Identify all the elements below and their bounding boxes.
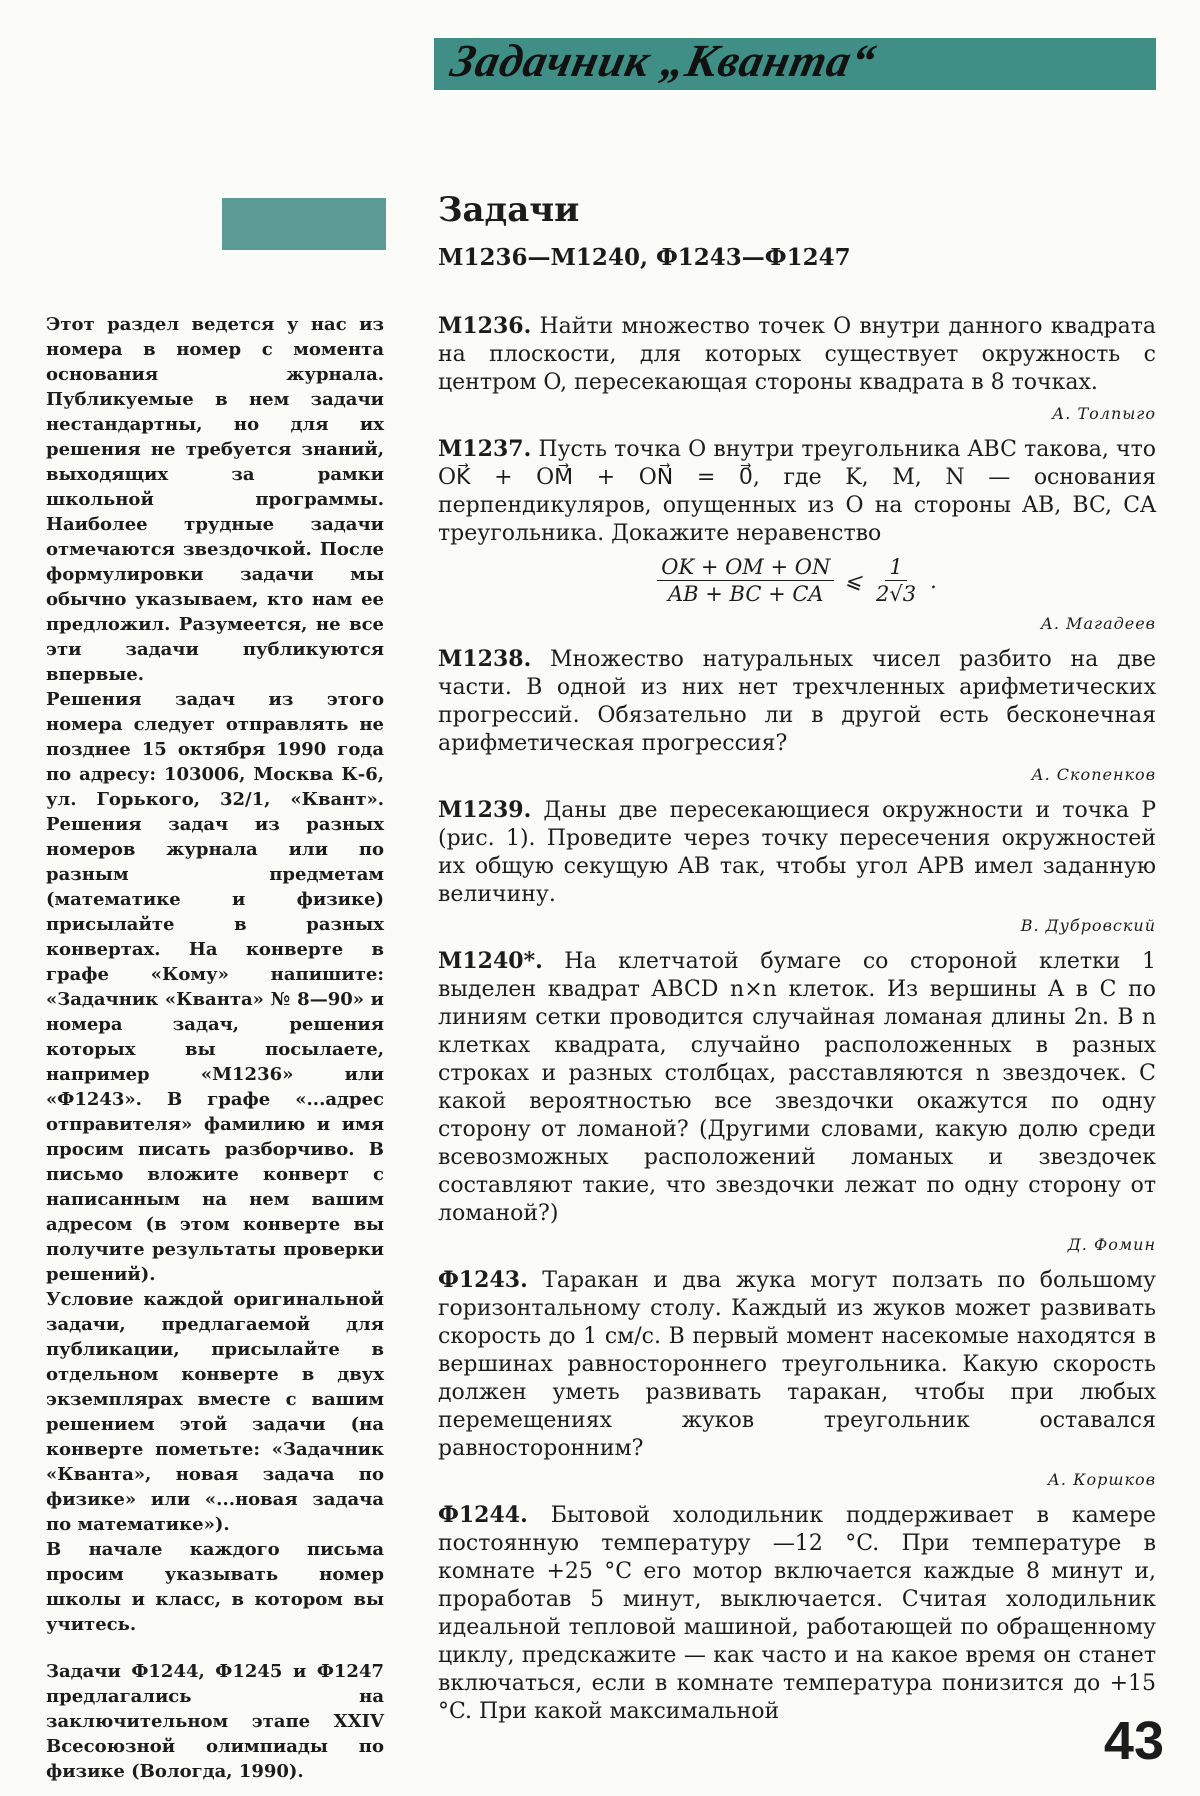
problem-author: А. Скопенков <box>1031 765 1156 784</box>
problem-id: Ф1243. <box>438 1267 528 1293</box>
problem-text: Бытовой холодильник поддерживает в камере постоянную температуру —12 °C. При температуре в комнате +25 °C его мотор включается каждые 8 минут и, проработав 5 минут, выключается. Считая холодильник идеальной тепловой машиной, работающей по обращенному циклу, предскажите — как часто и на какое время он станет включаться, если в комнате температура понизится до +15 °C. При какой максимальной <box>438 1503 1157 1724</box>
problem-author: Д. Фомин <box>1067 1235 1156 1254</box>
sidebar-column <box>46 312 384 1784</box>
problem-author: А. Коршков <box>1047 1470 1156 1489</box>
problem-id: М1240*. <box>438 948 543 974</box>
problem-author: А. Магадеев <box>1040 614 1156 633</box>
problem-id: М1237. <box>438 436 532 462</box>
problem-text: Множество натуральных чисел разбито на две части. В одной из них нет трехчленных арифметических прогрессий. Обязательно ли в другой есть бесконечная арифметическая прогрессия? <box>438 647 1157 756</box>
relation-sign: ⩽ <box>844 568 862 593</box>
problem-m1237 <box>438 435 1156 635</box>
section-subtitle: М1236—М1240, Ф1243—Ф1247 <box>438 244 851 271</box>
rhs-fraction <box>872 554 920 607</box>
problem-id: М1236. <box>438 313 532 339</box>
rhs-denominator: 2√3 <box>875 582 917 606</box>
lhs-denominator: AB + BC + CA <box>667 582 824 606</box>
sidebar-olympiad: Задачи Ф1244, Ф1245 и Ф1247 предлагались на заключительном этапе XXIV Всесоюзной олимпиады по физике (Вологда, 1990). <box>46 1661 384 1782</box>
sidebar-submission: Решения задач из этого номера следует отправлять не позднее 15 октября 1990 года по адресу: 103006, Москва К-6, ул. Горького, 32/1, «Квант». Решения задач из разных номеров журнала или по разным предметам (математике и физике) присылайте в разных конвертах. На конверте в графе «Кому» напишите: «Задачник «Кванта» № 8—90» и номера задач, решения которых вы посылаете, например «М1236» или «Ф1243». В графе «...адрес отправителя» фамилию и имя просим писать разборчиво. В письмо вложите конверт с написанным на нем вашим адресом (в этом конверте вы получите результаты проверки решений). <box>46 689 384 1285</box>
problem-m1236 <box>438 312 1156 425</box>
inequality-formula <box>438 554 1156 607</box>
lhs-fraction <box>657 554 834 607</box>
problem-f1243 <box>438 1266 1156 1491</box>
formula-end: . <box>930 568 937 593</box>
problem-text: Найти множество точек O внутри данного квадрата на плоскости, для которых существует окружность с центром O, пересекающая стороны квадрата в 8 точках. <box>438 314 1157 395</box>
problem-text: Даны две пересекающиеся окружности и точка P (рис. 1). Проведите через точку пересечения окружностей их общую секущую AB так, чтобы угол APB имел заданную величину. <box>438 798 1156 907</box>
section-title: Задачи <box>438 190 580 230</box>
problem-f1244 <box>438 1501 1156 1726</box>
problem-id: М1239. <box>438 797 532 823</box>
lhs-numerator: OK + OM + ON <box>657 554 834 581</box>
problem-id: М1238. <box>438 646 532 672</box>
problem-text: На клетчатой бумаге со стороной клетки 1 выделен квадрат ABCD n×n клеток. Из вершины A в C по линиям сетки проводится случайная ломаная длины 2n. В n клетках квадрата, случайно расположенных в разных строках и разных столбцах, расставляются n звездочек. С какой вероятностью все звездочки окажутся по одну сторону от ломаной? (Другими словами, какую долю среди всевозможных расположений ломаных и звездочек составляют такие, что звездочки лежат по одну сторону от ломаной?) <box>438 949 1156 1226</box>
problem-text: Таракан и два жука могут ползать по большому горизонтальному столу. Каждый из жуков может развивать скорость до 1 см/с. В первый момент насекомые находятся в вершинах равностороннего треугольника. Какую скорость должен уметь развивать таракан, чтобы при любых перемещениях жуков треугольник оставался равносторонним? <box>438 1268 1156 1461</box>
sidebar-intro: Этот раздел ведется у нас из номера в номер с момента основания журнала. Публикуемые в нем задачи нестандартны, но для их решения не требуется знаний, выходящих за рамки школьной программы. Наиболее трудные задачи отмечаются звездочкой. После формулировки задачи мы обычно указываем, кто нам ее предложил. Разумеется, не все эти задачи публикуются впервые. <box>46 314 384 685</box>
sidebar-color-block <box>222 198 386 250</box>
banner-title: Задачник „Кванта“ <box>446 35 881 86</box>
problem-m1239 <box>438 796 1156 937</box>
problem-author: В. Дубровский <box>1020 916 1156 935</box>
problems-column <box>438 306 1156 1726</box>
problem-id: Ф1244. <box>438 1502 528 1528</box>
problem-text: Пусть точка O внутри треугольника ABC такова, что OK⃗ + OM⃗ + ON⃗ = 0⃗, где K, M, N — основания перпендикуляров, опущенных из O на стороны AB, BC, CA треугольника. Докажите неравенство <box>438 437 1156 546</box>
problem-m1238 <box>438 645 1156 786</box>
rhs-numerator: 1 <box>885 554 906 581</box>
page-number: 43 <box>1103 1711 1164 1771</box>
sidebar-original: Условие каждой оригинальной задачи, предлагаемой для публикации, присылайте в отдельном конверте в двух экземплярах вместе с вашим решением этой задачи (на конверте пометьте: «Задачник «Кванта», новая задача по физике» или «...новая задача по математике»). <box>46 1289 384 1535</box>
problem-m1240 <box>438 947 1156 1256</box>
sidebar-school: В начале каждого письма просим указывать номер школы и класс, в котором вы учитесь. <box>46 1539 384 1635</box>
problem-author: А. Толпыго <box>1052 404 1156 423</box>
